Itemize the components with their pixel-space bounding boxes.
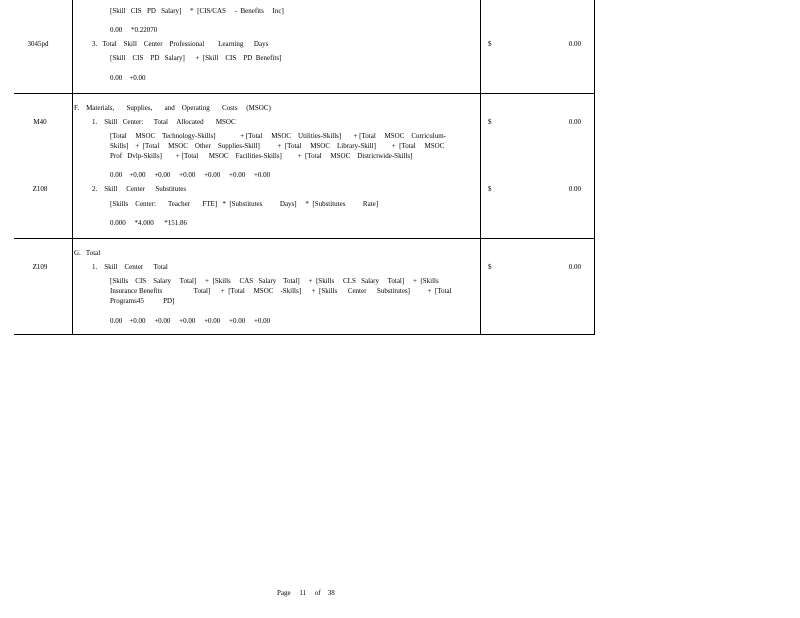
formula-text: [Skills Center: Teacher FTE] * [Substitutes Days] * [Substitutes Rate] [110, 200, 379, 208]
formula-text: Insurance Benefits Total] + [Total MSOC -Skills] + [Skills Center Substitutes] + [Total [110, 287, 452, 295]
of-label: of [314, 589, 321, 597]
dollar-sign: $ [488, 185, 492, 193]
row-code: Z109 [32, 263, 48, 271]
section-heading: G. Total [74, 249, 101, 257]
section-heading: F. Materials, Supplies, and Operating Costs (MSOC) [74, 104, 271, 112]
amount-value: 0.00 [568, 185, 581, 193]
formula-text: [Skill CIS PD Salary] + [Skill CIS PD Benefits] [110, 54, 282, 62]
page-label: Page [277, 589, 291, 597]
amount-value: 0.00 [568, 263, 581, 271]
values-text: 0.000 *4.000 *151.86 [110, 219, 187, 227]
row-code: M40 [33, 118, 47, 126]
dollar-sign: $ [488, 118, 492, 126]
amount-value: 0.00 [568, 118, 581, 126]
row-code: 3045pd [27, 40, 49, 48]
formula-text: [Skills CIS Salary Total] + [Skills CAS Salary Total] + [Skills CLS Salary Total] + [Skills [110, 277, 439, 285]
dollar-sign: $ [488, 40, 492, 48]
page-total: 38 [327, 589, 335, 597]
page-footer [277, 588, 335, 598]
row-divider-fg [14, 238, 595, 239]
formula-text: [Total MSOC Technology-Skills] + [Total MSOC Utilities-Skills] + [Total MSOC Curriculum- [110, 132, 446, 140]
item-title: 3. Total Skill Center Professional Learning Days [92, 40, 269, 48]
table-left-border [72, 0, 73, 335]
item-title: 2. Skill Center Substitutes [92, 185, 187, 193]
values-text: 0.00 +0.00 +0.00 +0.00 +0.00 +0.00 +0.00 [110, 317, 271, 325]
row-divider-ef [14, 93, 595, 94]
dollar-sign: $ [488, 263, 492, 271]
row-code: Z108 [32, 185, 48, 193]
item-title: 1. Skill Center Total [92, 263, 168, 271]
formula-text: Programs45 PD] [110, 297, 175, 305]
amount-value: 0.00 [568, 40, 581, 48]
formula-text: Skills] + [Total MSOC Other Supplies-Skill] + [Total MSOC Library-Skill] + [Total MSOC [110, 142, 445, 150]
page-number: 11 [299, 589, 307, 597]
formula-text: [Skill CIS PD Salary] * [CIS/CAS - Benefits Inc] [110, 7, 284, 15]
formula-text: Prof Dvlp-Skills] + [Total MSOC Facilities-Skills] + [Total MSOC Districtwide-Skills] [110, 152, 413, 160]
table-right-border [594, 0, 595, 335]
item-title: 1. Skill Center: Total Allocated MSOC [92, 118, 236, 126]
table-mid-border [480, 0, 481, 335]
values-text: 0.00 +0.00 [110, 74, 146, 82]
values-text: 0.00 +0.00 +0.00 +0.00 +0.00 +0.00 +0.00 [110, 171, 271, 179]
table-bottom-border [14, 334, 595, 335]
values-text: 0.00 *0.22070 [110, 26, 158, 34]
